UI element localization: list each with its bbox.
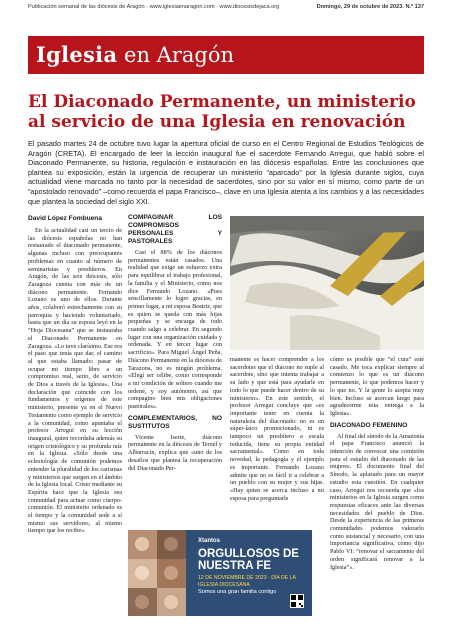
column-1 [28, 214, 122, 614]
subheading-compaginar: COMPAGINAR LOS COMPROMISOS PERSONALES Y PASTORALES [128, 214, 222, 245]
masthead-brand-bold: Iglesia [36, 42, 118, 67]
byline: David López Fombuena [28, 215, 103, 222]
qr-code-icon[interactable] [290, 594, 304, 608]
top-bar [0, 0, 452, 14]
column-3-text: manente es hacer comprender a los sacerdotes que el diácono no suple al sacerdote, sino que intenta trabajar a su lado y que está para ayudarle en todo lo que puede hacer dentro de su ministerio». En este sentido, el profesor Arregui concluye que «es importante tener en cuenta la naturaleza del diaconado: no es un súper-laico promocionado, ni es tampoco un presbítero a escala reducida, tiene su propia entidad sacramental». Como en toda novedad, la pedagogía y el ejemplo es importante. Fernando Lozano admite que no es fácil ir a celebrar a un pueblo con su mujer y sus hijas. «Hay quien se acerca incluso a mi esposa para preguntarle [230, 356, 324, 502]
ad-title: ORGULLOSOS DE NUESTRA FE [198, 548, 299, 572]
article-headline: El Diaconado Permanente, un ministerio al servicio de una Iglesia en renovación [28, 92, 416, 132]
column-4-text-b: Al final del sínodo de la Amazonía el papa Francisco anunció la intención de convocar una comisión para el estudio del diaconado de las mujeres. El documento final del Sínodo, la aplazado para un mayor estudio esta cuestión. En cualquier caso, Arregui nos recuerda que «los ministerios en la Iglesia surgen como respuestas eficaces ante las diversas necesidades del pueblo de Dios. Desde la experiencia de las primeras comunidades podemos valorarlo como sustancial y necesario, con una importancia significativa, como dijo Pablo VI: “renovar el sacramento del orden significará renovar a la Iglesia”». [330, 432, 424, 571]
column-1-text: En la actualidad casi un tercio de las diócesis españolas no han restaurado el diaconado permanente, algunas incluso con preocupantes problemas en cuanto al número de seminaristas y presbíteros. En Aragón, de las seis diócesis, sólo Zaragoza cuenta con más de un diácono permanente. Fernando Lozano es uno de ellos. Durante años, colaboró estrechamente con su parroquia y haciendo voluntariado, hasta que un día su esposa leyó en la “Hoja Diocesana” que se instauraba el Diaconado Permanente en Zaragoza. «Lo tuve clarísimo. Ese era el paso que tenía que dar, el camino al que estaba llamado: pasar de ocupar mi tiempo libre a un compromiso real, serio, de servicio de Dios a través de la Iglesia». Una declaración que coincide con los fundamentos y orígenes de este ministerio, presente ya en el Nuevo Testamento como ejemplo de servicio a la comunidad, como apuntaba el profesor Arregui en su lección inaugural, quien recordaba además su origen cristológico y su profunda raíz en la Iglesia. «Sólo desde una eclesiología de comunión podemos entender la pluralidad de los carismas y ministerios que surgen en el ámbito de la Iglesia local. Cristo mediante su Espíritu hace que la Iglesia sea comunidad para actuar como cuerpo-comunión. El ministerio ordenado es el tiempo y la comunidad sede a sí mismo sus servidores, al mismo tiempo que los recibe». [28, 227, 122, 535]
advertisement[interactable] [128, 530, 312, 616]
publication-info: Publicación semanal de las diócesis de Aragón · www.iglesiaenaragon.com · www.diocesisdejaca.org [28, 4, 280, 10]
masthead-brand-rest: en Aragón [117, 43, 234, 67]
column-2-text-a: Casi el 88% de los diáconos permanentes están casados. Una realidad que exige un esfuerzo extra para equilibrar el trabajo profesional, la familia y el Ministerio, como nos dice Fernando Lozano. «Pues sencillamente lo logro gracias, en primer lugar, a mi esposa Beatriz, que es quien se queda con más hijas pequeñas y se encarga de todo cuando salgo a celebrar. En segundo lugar con una organización cuidada y ordenada. Y en tercer lugar con sacrificio». Para Miguel Ángel Peña, Diácono Permanente en la diócesis de Tarazona, no es ningún problema. «Elegí ser célibe, como corresponde a mi condición de soltero cuando me ordené, y soy autónomo, así que compagino bien mis obligaciones pastorales». [128, 249, 222, 411]
subheading-complementarios: COMPLEMENTARIOS, NO SUSTITUTOS [128, 414, 222, 430]
article-photo [230, 216, 424, 350]
column-3 [230, 356, 324, 526]
faces-mosaic-image [128, 530, 186, 616]
column-2 [128, 214, 222, 526]
column-4 [330, 356, 424, 618]
masthead-logo[interactable] [36, 42, 234, 68]
subheading-diaconado-femenino: DIACONADO FEMENINO [330, 421, 408, 429]
ad-dateline: 12 DE NOVIEMBRE DE 2023 · DÍA DE LA IGLESIA DIOCESANA [198, 575, 296, 588]
masthead [28, 36, 424, 74]
issue-date: Domingo, 29 de octubre de 2023. N.º 137 [316, 4, 424, 10]
vestments-image [230, 216, 424, 350]
ad-logo: Xtantos [198, 538, 221, 544]
ad-footer: Somos una gran familia contigo [198, 589, 277, 595]
column-4-text-a: cómo es posible que “el cura” esté casado. Me toca explicar siempre al comienzo lo que es un diácono permanente, lo que podemos hacer y lo que no. Y la gente lo acepta muy bien. Incluso se acercan luego para agradecerme esta entrega a la Iglesia». [330, 356, 424, 417]
column-2-text-b: Vicente Iserte, diácono permanente en la diócesis de Teruel y Albarracín, explica que «uno de los desafíos que plantea la recuperación del Diaconado Per- [128, 433, 222, 472]
article-lead: El pasado martes 24 de octubre tuvo lugar la apertura oficial de curso en el Centro Regional de Estudios Teológicos de Aragón (CRETA). El encargado de leer la lección inaugural fue el sacerdote Fernando Arregui, que habló sobre el Diaconado Permanente, su historia, regulación e instauración en las diócesis españolas. Entre las conclusiones que plantea su exposición, están la urgencia de recuperar un ministerio “aparcado” por la Iglesia durante siglos, cuya actualidad viene marcada no tanto por la necesidad de sacerdotes, sino por su valor en sí mismo, como parte de un “apostolado renovado” –como recuerda el papa Francisco–, clave en una Iglesia atenta a los cambios y a las necesidades que plantea la sociedad del siglo XXI. [28, 139, 424, 206]
